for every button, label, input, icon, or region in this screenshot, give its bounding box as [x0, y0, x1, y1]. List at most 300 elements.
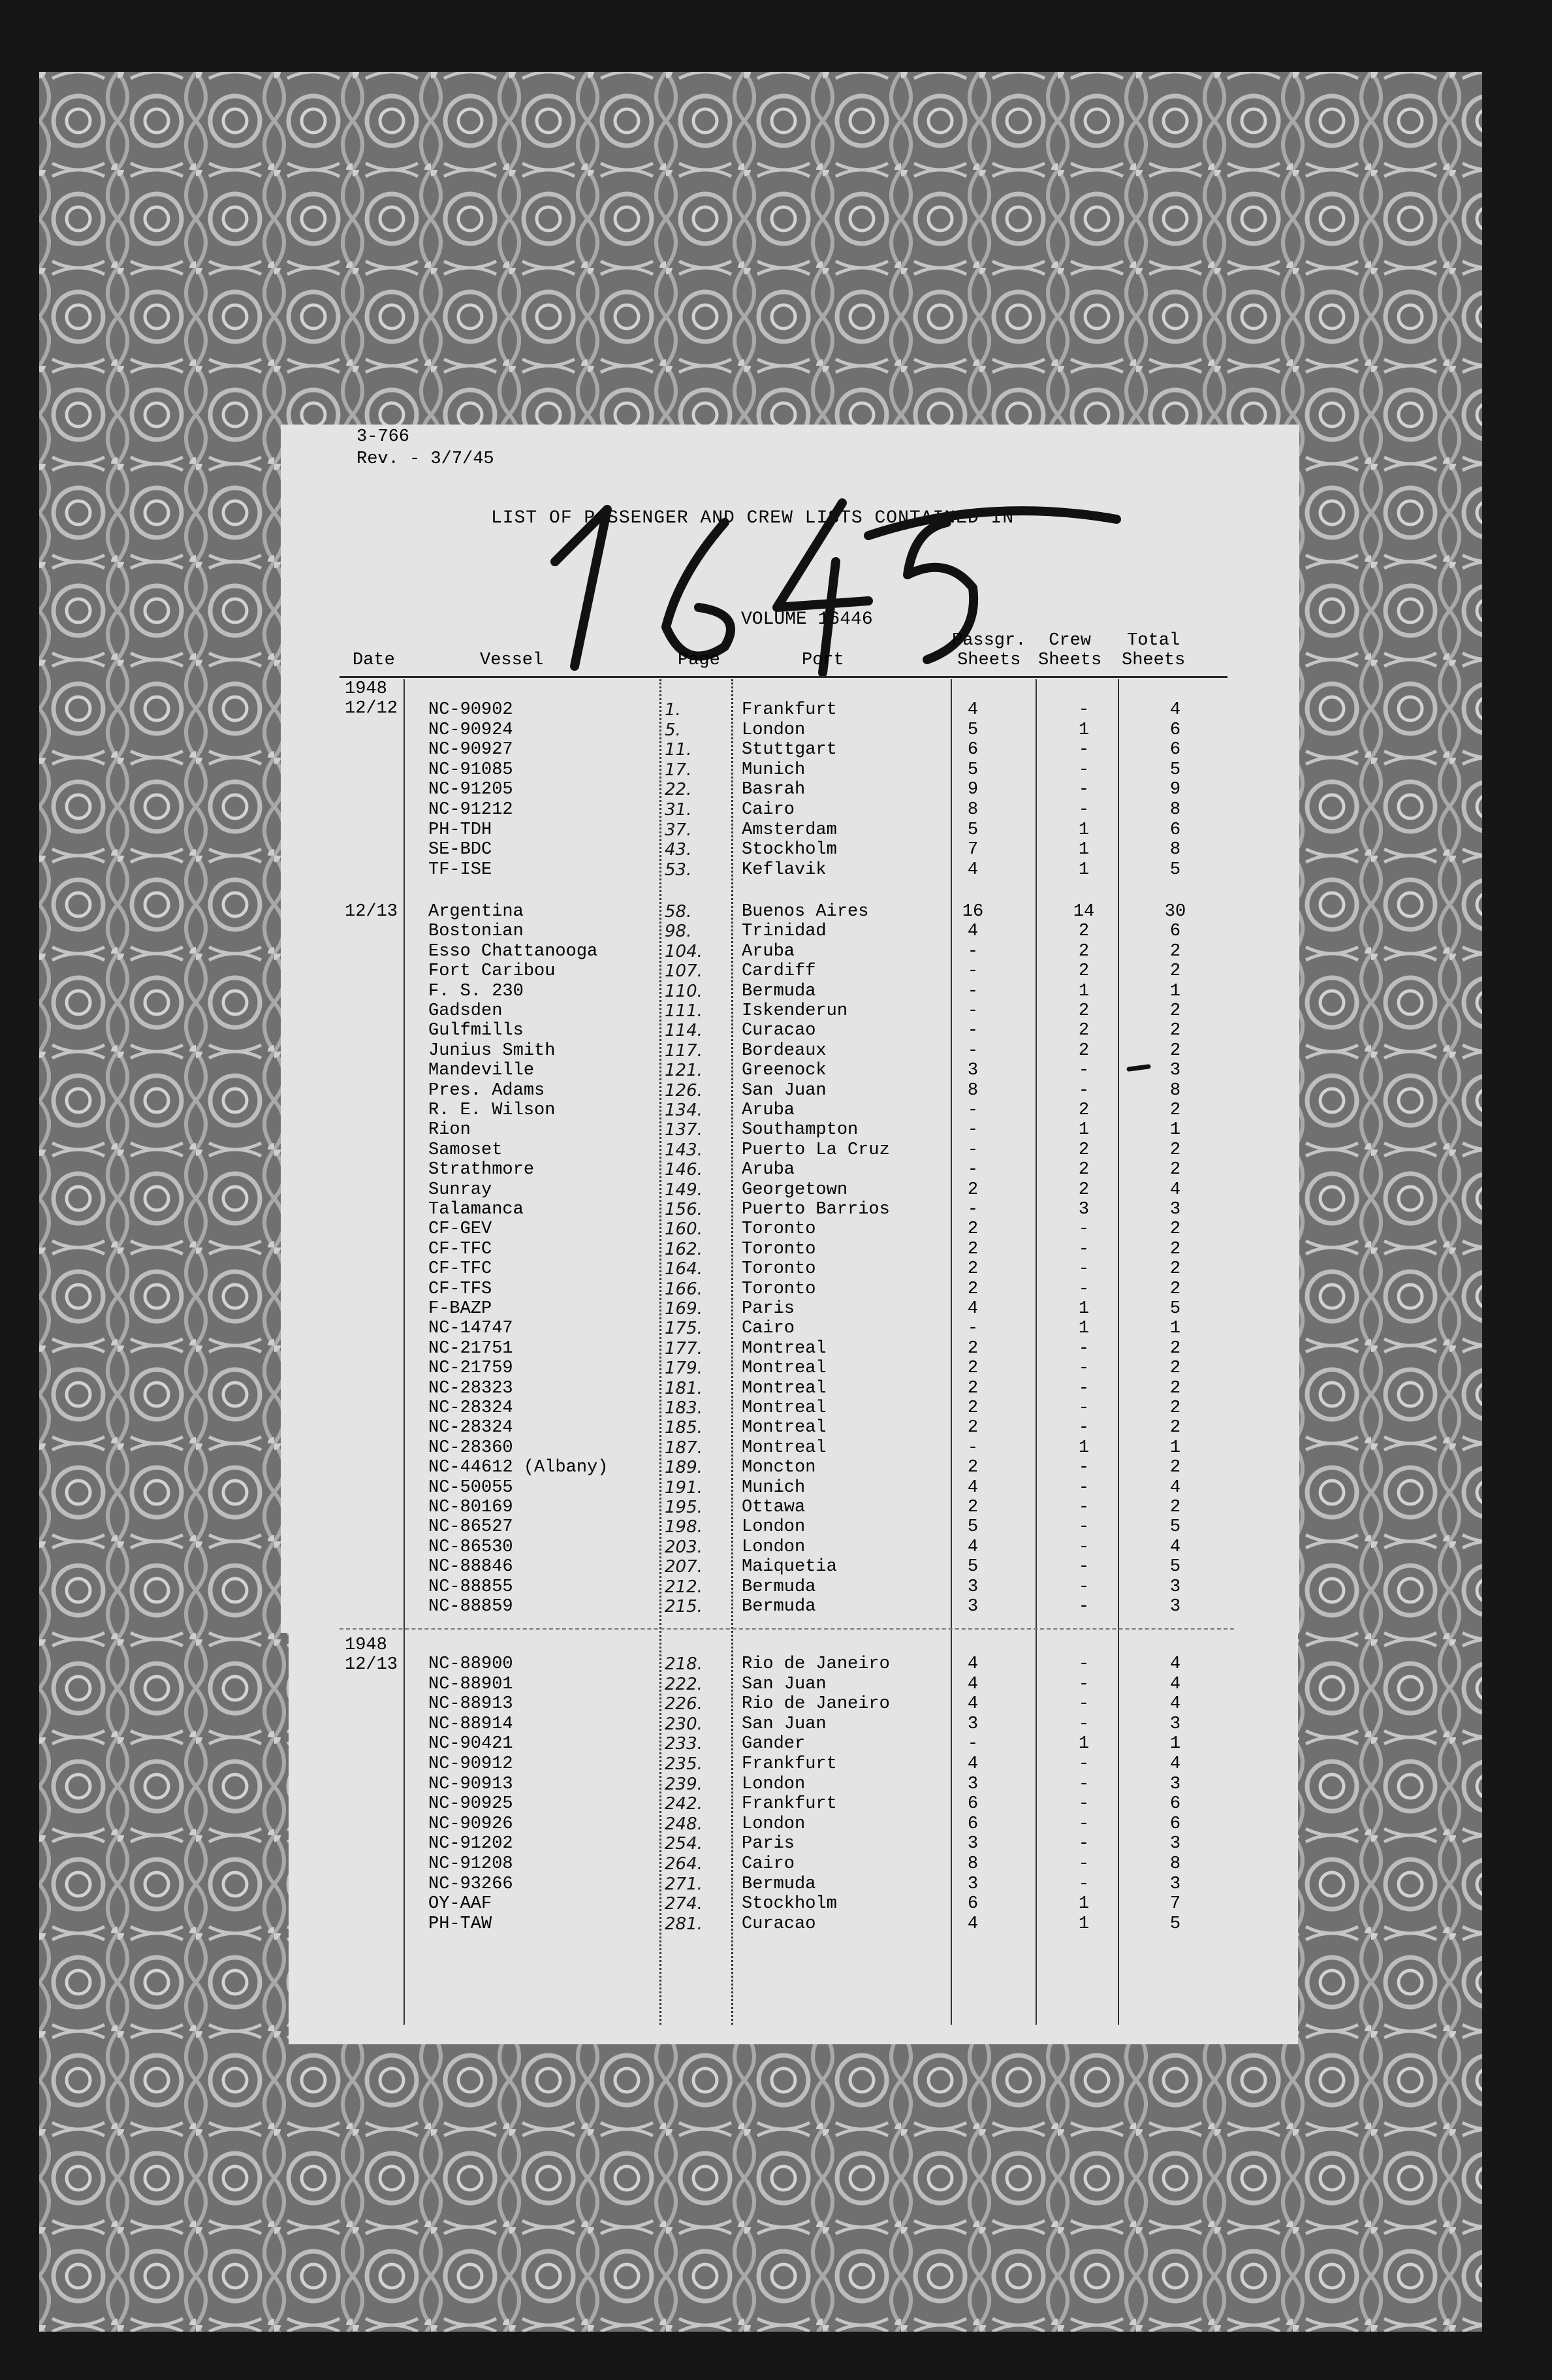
- cell-port: London: [742, 1537, 806, 1557]
- cell-port: Montreal: [742, 1378, 827, 1398]
- cell-passgr: 2: [967, 1418, 979, 1438]
- cell-total: 30: [1164, 902, 1186, 922]
- cell-port: Rio de Janeiro: [742, 1694, 890, 1714]
- cell-passgr: 5: [967, 760, 979, 780]
- cell-port: Montreal: [742, 1398, 827, 1418]
- cell-total: 2: [1169, 1021, 1181, 1041]
- cell-page: 248.: [665, 1814, 703, 1834]
- list-title: LIST OF PASSENGER AND CREW LISTS CONTAINED IN: [491, 508, 1015, 528]
- cell-vessel: NC-14747: [428, 1319, 513, 1339]
- cell-port: Frankfurt: [742, 1794, 837, 1814]
- cell-port: Amsterdam: [742, 820, 837, 840]
- cell-crew: -: [1078, 1854, 1090, 1874]
- cell-crew: -: [1078, 1794, 1090, 1814]
- cell-port: Iskenderun: [742, 1001, 848, 1021]
- cell-passgr: -: [967, 981, 979, 1001]
- cell-total: 5: [1169, 1557, 1181, 1577]
- cell-page: 242.: [665, 1794, 703, 1814]
- form-number: [356, 426, 494, 470]
- cell-passgr: 2: [967, 1219, 979, 1240]
- cell-port: Puerto Barrios: [742, 1200, 890, 1219]
- cell-crew: 1: [1078, 1914, 1090, 1934]
- cell-port: Ottawa: [742, 1498, 806, 1517]
- cell-vessel: NC-91205: [428, 780, 513, 800]
- cell-crew: -: [1078, 740, 1090, 760]
- column-divider-page-right: [731, 679, 733, 2025]
- cell-port: Frankfurt: [742, 1754, 837, 1774]
- cell-total: 8: [1169, 800, 1181, 820]
- cell-passgr: 16: [962, 902, 984, 922]
- cell-page: 137.: [665, 1120, 703, 1140]
- cell-crew: -: [1078, 1398, 1090, 1418]
- cell-port: Gander: [742, 1734, 806, 1754]
- cell-page: 198.: [665, 1517, 703, 1537]
- cell-passgr: 5: [967, 720, 979, 740]
- column-divider-crew: [1118, 679, 1119, 2025]
- cell-total: 4: [1169, 1477, 1181, 1498]
- cell-total: 2: [1169, 1001, 1181, 1021]
- cell-total: 2: [1169, 1259, 1181, 1279]
- cell-vessel: Mandeville: [428, 1061, 535, 1081]
- cell-total: 6: [1169, 720, 1181, 740]
- cell-port: Curacao: [742, 1914, 816, 1934]
- cell-vessel: NC-88913: [428, 1694, 513, 1714]
- cell-page: 215.: [665, 1597, 703, 1616]
- cell-crew: -: [1078, 1080, 1090, 1101]
- cell-total: 1: [1169, 1120, 1181, 1140]
- cell-crew: 1: [1078, 1299, 1090, 1319]
- cell-port: San Juan: [742, 1080, 827, 1101]
- cell-port: London: [742, 1814, 806, 1834]
- cell-vessel: Samoset: [428, 1140, 503, 1160]
- cell-vessel: NC-90902: [428, 700, 513, 720]
- date-group-3: 1948 12/13: [345, 1635, 398, 1675]
- cell-passgr: -: [967, 1734, 979, 1754]
- cell-page: 58.: [665, 902, 692, 922]
- cell-passgr: 5: [967, 1517, 979, 1537]
- cell-port: Maiquetia: [742, 1557, 837, 1577]
- cell-vessel: Strathmore: [428, 1160, 535, 1180]
- cell-page: 177.: [665, 1338, 703, 1359]
- cell-page: 226.: [665, 1694, 703, 1714]
- cell-port: Greenock: [742, 1061, 827, 1081]
- cell-port: Bermuda: [742, 1597, 816, 1616]
- cell-passgr: -: [967, 1160, 979, 1180]
- cell-page: 175.: [665, 1319, 703, 1339]
- cell-page: 183.: [665, 1398, 703, 1418]
- cell-port: Buenos Aires: [742, 902, 869, 922]
- cell-vessel: CF-TFC: [428, 1259, 492, 1279]
- cell-page: 17.: [665, 760, 692, 780]
- cell-crew: 2: [1078, 1101, 1090, 1120]
- cell-page: 230.: [665, 1714, 703, 1734]
- cell-port: Toronto: [742, 1239, 816, 1259]
- cell-crew: -: [1078, 1517, 1090, 1537]
- cell-crew: 2: [1078, 1001, 1090, 1021]
- cell-port: Montreal: [742, 1338, 827, 1359]
- cell-port: San Juan: [742, 1714, 827, 1734]
- cell-vessel: NC-28324: [428, 1398, 513, 1418]
- cell-page: 126.: [665, 1080, 703, 1101]
- column-header-date: Date: [353, 651, 395, 670]
- cell-port: Aruba: [742, 1101, 795, 1120]
- cell-vessel: NC-90924: [428, 720, 513, 740]
- cell-passgr: 4: [967, 860, 979, 880]
- cell-crew: 14: [1073, 902, 1095, 922]
- cell-passgr: 4: [967, 700, 979, 720]
- cell-passgr: 2: [967, 1378, 979, 1398]
- column-header-page: Page: [678, 651, 720, 670]
- cell-vessel: NC-91208: [428, 1854, 513, 1874]
- cell-passgr: -: [967, 1200, 979, 1219]
- cell-crew: -: [1078, 1874, 1090, 1894]
- cell-total: 3: [1169, 1874, 1181, 1894]
- cell-vessel: F. S. 230: [428, 981, 524, 1001]
- cell-total: 2: [1169, 1140, 1181, 1160]
- cell-total: 4: [1169, 1654, 1181, 1674]
- cell-crew: -: [1078, 1279, 1090, 1299]
- cell-passgr: 8: [967, 1854, 979, 1874]
- cell-port: Toronto: [742, 1279, 816, 1299]
- cell-vessel: NC-50055: [428, 1477, 513, 1498]
- cell-passgr: 2: [967, 1498, 979, 1517]
- cell-vessel: Esso Chattanooga: [428, 941, 598, 961]
- cell-passgr: 4: [967, 1537, 979, 1557]
- cell-crew: 2: [1078, 1140, 1090, 1160]
- cell-vessel: NC-91212: [428, 800, 513, 820]
- cell-crew: -: [1078, 780, 1090, 800]
- cell-total: 8: [1169, 840, 1181, 860]
- cell-port: Cairo: [742, 800, 795, 820]
- column-header-total-sheets: Total Sheets: [1122, 631, 1186, 670]
- cell-total: 2: [1169, 1378, 1181, 1398]
- cell-port: Southampton: [742, 1120, 859, 1140]
- cell-page: 121.: [665, 1061, 703, 1081]
- cell-port: Munich: [742, 1477, 806, 1498]
- cell-crew: -: [1078, 1714, 1090, 1734]
- cell-crew: 1: [1078, 1319, 1090, 1339]
- cell-passgr: 2: [967, 1279, 979, 1299]
- cell-vessel: F-BAZP: [428, 1299, 492, 1319]
- cell-vessel: Gadsden: [428, 1001, 503, 1021]
- cell-total: 9: [1169, 780, 1181, 800]
- cell-total: 3: [1169, 1200, 1181, 1219]
- cell-crew: 1: [1078, 820, 1090, 840]
- cell-passgr: 6: [967, 1814, 979, 1834]
- cell-crew: -: [1078, 1577, 1090, 1597]
- cell-total: 2: [1169, 1040, 1181, 1061]
- cell-crew: -: [1078, 1774, 1090, 1794]
- cell-vessel: Pres. Adams: [428, 1080, 545, 1101]
- cell-vessel: NC-90913: [428, 1774, 513, 1794]
- cell-vessel: CF-TFS: [428, 1279, 492, 1299]
- cell-crew: -: [1078, 1239, 1090, 1259]
- cell-total: 2: [1169, 1160, 1181, 1180]
- cell-page: 160.: [665, 1219, 703, 1240]
- cell-crew: 2: [1078, 1160, 1090, 1180]
- cell-crew: -: [1078, 1359, 1090, 1379]
- form-revision: Rev. - 3/7/45: [356, 449, 494, 469]
- cell-passgr: 6: [967, 740, 979, 760]
- cell-vessel: NC-88859: [428, 1597, 513, 1616]
- cell-vessel: NC-21759: [428, 1359, 513, 1379]
- cell-vessel: NC-88914: [428, 1714, 513, 1734]
- cell-page: 146.: [665, 1160, 703, 1180]
- cell-port: Bermuda: [742, 1874, 816, 1894]
- cell-crew: -: [1078, 1477, 1090, 1498]
- cell-passgr: 4: [967, 1299, 979, 1319]
- cell-page: 233.: [665, 1734, 703, 1754]
- cell-page: 110.: [665, 981, 703, 1001]
- cell-vessel: NC-90421: [428, 1734, 513, 1754]
- cell-vessel: NC-86530: [428, 1537, 513, 1557]
- cell-passgr: 9: [967, 780, 979, 800]
- cell-total: 5: [1169, 1914, 1181, 1934]
- cell-crew: -: [1078, 1537, 1090, 1557]
- cell-page: 104.: [665, 941, 703, 961]
- cell-crew: -: [1078, 1458, 1090, 1478]
- cell-page: 254.: [665, 1834, 703, 1854]
- cell-total: 3: [1169, 1597, 1181, 1616]
- cell-passgr: 3: [967, 1874, 979, 1894]
- cell-crew: 1: [1078, 840, 1090, 860]
- cell-total: 6: [1169, 1794, 1181, 1814]
- cell-page: 149.: [665, 1180, 703, 1200]
- cell-crew: 1: [1078, 720, 1090, 740]
- cell-crew: -: [1078, 1259, 1090, 1279]
- cell-port: Georgetown: [742, 1180, 848, 1200]
- cell-page: 179.: [665, 1359, 703, 1379]
- cell-vessel: NC-86527: [428, 1517, 513, 1537]
- cell-total: 3: [1169, 1834, 1181, 1854]
- cell-passgr: 2: [967, 1398, 979, 1418]
- cell-port: Trinidad: [742, 922, 827, 942]
- cell-port: Stockholm: [742, 840, 837, 860]
- cell-crew: -: [1078, 1061, 1090, 1081]
- cell-total: 6: [1169, 820, 1181, 840]
- cell-page: 274.: [665, 1894, 703, 1914]
- cell-total: 2: [1169, 1458, 1181, 1478]
- cell-crew: -: [1078, 1654, 1090, 1674]
- cell-port: Keflavik: [742, 860, 827, 880]
- cell-passgr: -: [967, 1040, 979, 1061]
- cell-vessel: NC-91202: [428, 1834, 513, 1854]
- cell-port: Puerto La Cruz: [742, 1140, 890, 1160]
- cell-page: 107.: [665, 961, 703, 982]
- cell-port: Moncton: [742, 1458, 816, 1478]
- cell-total: 2: [1169, 1498, 1181, 1517]
- cell-port: Stockholm: [742, 1894, 837, 1914]
- cell-vessel: Argentina: [428, 902, 524, 922]
- cell-passgr: -: [967, 1120, 979, 1140]
- cell-page: 114.: [665, 1021, 703, 1041]
- cell-port: Bermuda: [742, 1577, 816, 1597]
- cell-vessel: PH-TAW: [428, 1914, 492, 1934]
- cell-vessel: Bostonian: [428, 922, 524, 942]
- cell-passgr: -: [967, 1001, 979, 1021]
- cell-crew: -: [1078, 1219, 1090, 1240]
- cell-passgr: -: [967, 1021, 979, 1041]
- cell-total: 3: [1169, 1577, 1181, 1597]
- cell-port: Montreal: [742, 1438, 827, 1458]
- cell-crew: -: [1078, 1338, 1090, 1359]
- cell-passgr: 3: [967, 1061, 979, 1081]
- cell-port: Cardiff: [742, 961, 816, 982]
- cell-passgr: -: [967, 1319, 979, 1339]
- cell-total: 4: [1169, 1694, 1181, 1714]
- cell-page: 271.: [665, 1874, 703, 1894]
- cell-total: 3: [1169, 1714, 1181, 1734]
- cell-passgr: -: [967, 1438, 979, 1458]
- cell-total: 2: [1169, 1338, 1181, 1359]
- cell-vessel: TF-ISE: [428, 860, 492, 880]
- cell-port: Frankfurt: [742, 700, 837, 720]
- cell-crew: -: [1078, 1378, 1090, 1398]
- cell-port: Aruba: [742, 1160, 795, 1180]
- cell-passgr: 4: [967, 1674, 979, 1694]
- cell-page: 162.: [665, 1239, 703, 1259]
- cell-page: 31.: [665, 800, 692, 820]
- cell-port: Aruba: [742, 941, 795, 961]
- cell-total: 6: [1169, 922, 1181, 942]
- cell-vessel: R. E. Wilson: [428, 1101, 556, 1120]
- cell-port: San Juan: [742, 1674, 827, 1694]
- cell-crew: 1: [1078, 860, 1090, 880]
- cell-vessel: PH-TDH: [428, 820, 492, 840]
- cell-total: 2: [1169, 1239, 1181, 1259]
- column-divider-passenger: [1036, 679, 1037, 2025]
- cell-vessel: NC-90926: [428, 1814, 513, 1834]
- cell-port: Toronto: [742, 1259, 816, 1279]
- cell-crew: -: [1078, 1674, 1090, 1694]
- cell-total: 5: [1169, 860, 1181, 880]
- cell-vessel: Rion: [428, 1120, 471, 1140]
- cell-total: 8: [1169, 1854, 1181, 1874]
- cell-passgr: 3: [967, 1774, 979, 1794]
- cell-page: 37.: [665, 820, 692, 840]
- cell-page: 189.: [665, 1458, 703, 1478]
- cell-total: 5: [1169, 760, 1181, 780]
- cell-total: 6: [1169, 740, 1181, 760]
- cell-vessel: NC-21751: [428, 1338, 513, 1359]
- cell-port: Cairo: [742, 1319, 795, 1339]
- cell-port: Montreal: [742, 1359, 827, 1379]
- cell-passgr: -: [967, 1140, 979, 1160]
- column-header-port: Port: [802, 651, 844, 670]
- cell-vessel: Fort Caribou: [428, 961, 556, 982]
- cell-passgr: 3: [967, 1577, 979, 1597]
- cell-passgr: 5: [967, 820, 979, 840]
- cell-passgr: 2: [967, 1239, 979, 1259]
- cell-page: 5.: [665, 720, 681, 740]
- cell-crew: 1: [1078, 1894, 1090, 1914]
- cell-passgr: 4: [967, 1477, 979, 1498]
- cell-port: Munich: [742, 760, 806, 780]
- cell-crew: -: [1078, 760, 1090, 780]
- cell-page: 222.: [665, 1674, 703, 1694]
- cell-page: 212.: [665, 1577, 703, 1597]
- cell-vessel: Junius Smith: [428, 1040, 556, 1061]
- cell-port: Stuttgart: [742, 740, 837, 760]
- cell-crew: 1: [1078, 1734, 1090, 1754]
- cell-page: 156.: [665, 1200, 703, 1219]
- cell-passgr: -: [967, 1101, 979, 1120]
- cell-crew: -: [1078, 1814, 1090, 1834]
- cell-total: 2: [1169, 961, 1181, 982]
- cell-passgr: 4: [967, 1654, 979, 1674]
- cell-date: 12/13: [345, 902, 398, 922]
- cell-crew: -: [1078, 1418, 1090, 1438]
- cell-port: Paris: [742, 1299, 795, 1319]
- cell-total: 2: [1169, 1418, 1181, 1438]
- cell-crew: 2: [1078, 941, 1090, 961]
- cell-crew: 1: [1078, 1438, 1090, 1458]
- cell-port: Cairo: [742, 1854, 795, 1874]
- sheet-seam: [340, 1628, 1234, 1630]
- cell-page: 117.: [665, 1040, 703, 1061]
- cell-passgr: 4: [967, 1754, 979, 1774]
- cell-passgr: 8: [967, 1080, 979, 1101]
- cell-passgr: 4: [967, 922, 979, 942]
- cell-total: 2: [1169, 1279, 1181, 1299]
- cell-crew: 2: [1078, 1021, 1090, 1041]
- cell-passgr: 2: [967, 1458, 979, 1478]
- column-divider-page-left: [659, 679, 661, 2025]
- cell-passgr: 3: [967, 1597, 979, 1616]
- cell-crew: -: [1078, 1557, 1090, 1577]
- cell-page: 239.: [665, 1774, 703, 1794]
- cell-page: 43.: [665, 840, 692, 860]
- column-header-vessel: Vessel: [480, 651, 544, 670]
- cell-page: 22.: [665, 780, 692, 800]
- cell-page: 98.: [665, 922, 692, 942]
- cell-crew: -: [1078, 800, 1090, 820]
- cell-crew: 2: [1078, 1180, 1090, 1200]
- cell-page: 207.: [665, 1557, 703, 1577]
- column-header-crew-sheets: Crew Sheets: [1038, 631, 1102, 670]
- cell-total: 3: [1169, 1774, 1181, 1794]
- cell-page: 1.: [665, 700, 681, 720]
- cell-page: 264.: [665, 1854, 703, 1874]
- cell-page: 181.: [665, 1378, 703, 1398]
- cell-total: 4: [1169, 1537, 1181, 1557]
- cell-total: 2: [1169, 1398, 1181, 1418]
- cell-vessel: CF-TFC: [428, 1239, 492, 1259]
- cell-vessel: NC-88846: [428, 1557, 513, 1577]
- cell-vessel: NC-88901: [428, 1674, 513, 1694]
- cell-page: 195.: [665, 1498, 703, 1517]
- cell-page: 281.: [665, 1914, 703, 1934]
- cell-vessel: CF-GEV: [428, 1219, 492, 1240]
- cell-crew: -: [1078, 1834, 1090, 1854]
- cell-page: 185.: [665, 1418, 703, 1438]
- cell-page: 53.: [665, 860, 692, 880]
- column-divider-port: [951, 679, 952, 2025]
- cell-vessel: NC-28323: [428, 1378, 513, 1398]
- cell-passgr: 3: [967, 1834, 979, 1854]
- cell-crew: 1: [1078, 1120, 1090, 1140]
- cell-crew: -: [1078, 1597, 1090, 1616]
- cell-total: 4: [1169, 1674, 1181, 1694]
- cell-port: Rio de Janeiro: [742, 1654, 890, 1674]
- cell-page: 235.: [665, 1754, 703, 1774]
- cell-crew: 2: [1078, 922, 1090, 942]
- cell-vessel: NC-88900: [428, 1654, 513, 1674]
- cell-total: 7: [1169, 1894, 1181, 1914]
- cell-vessel: Sunray: [428, 1180, 492, 1200]
- cell-passgr: 5: [967, 1557, 979, 1577]
- cell-crew: 2: [1078, 1040, 1090, 1061]
